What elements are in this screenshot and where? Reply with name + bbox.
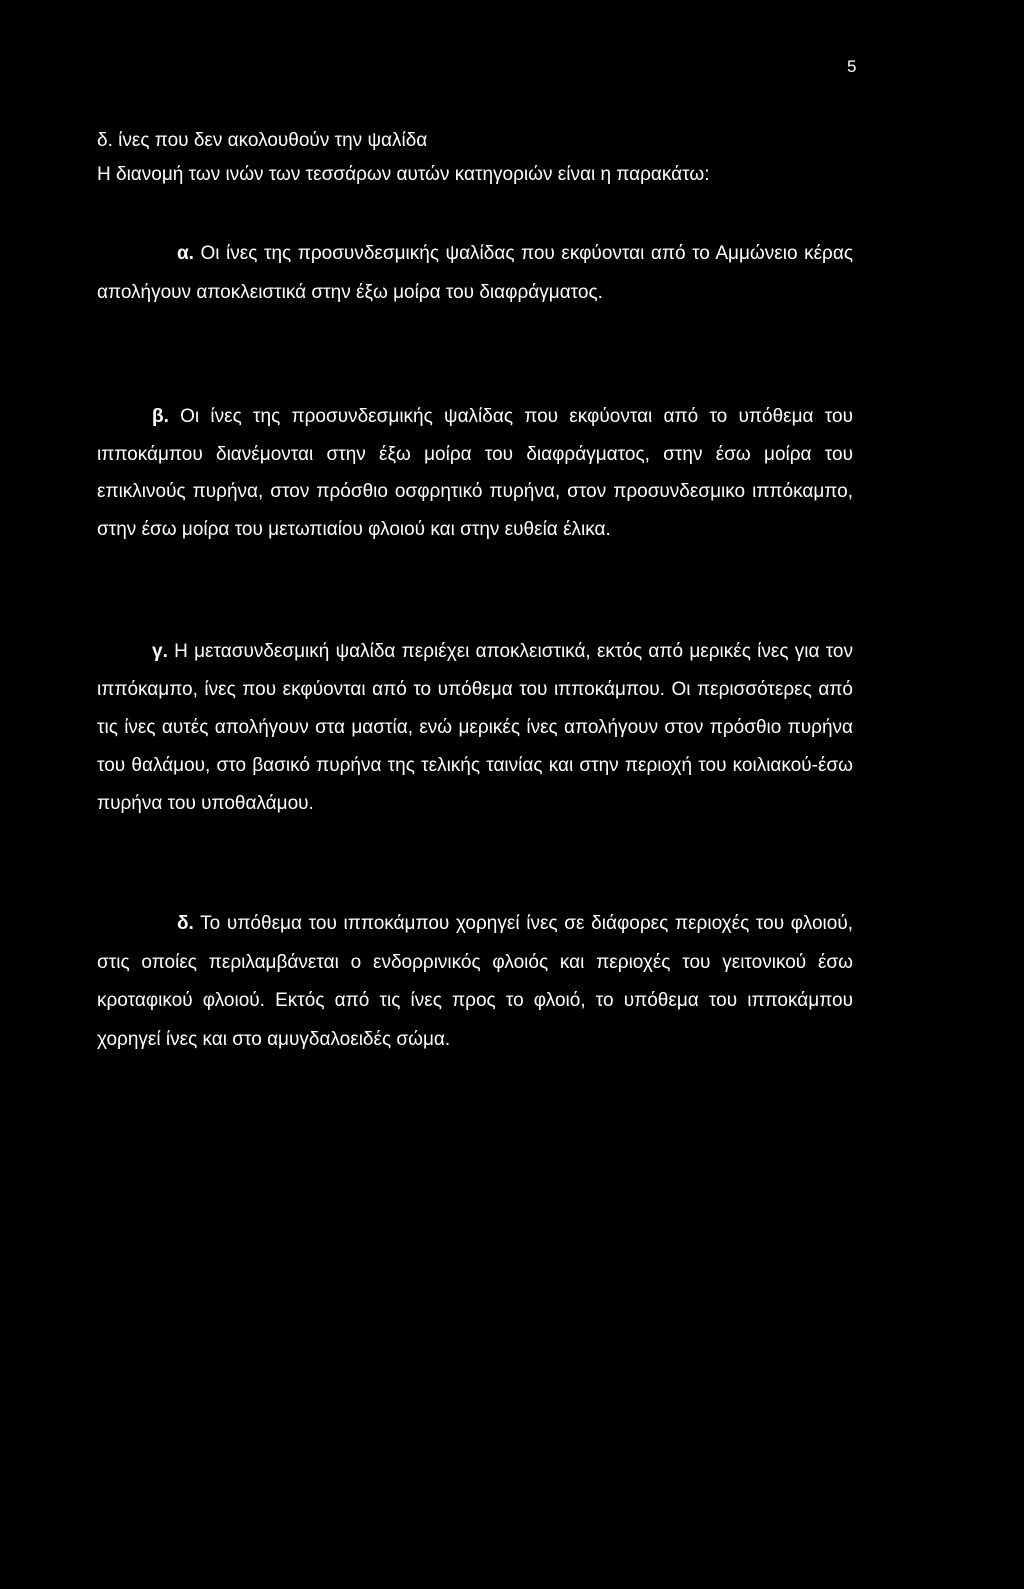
paragraph-marker: α.: [177, 243, 194, 264]
paragraph-gamma: [97, 633, 853, 823]
intro-line: Η διανομή των ινών των τεσσάρων αυτών κατηγοριών είναι η παρακάτω:: [97, 164, 710, 185]
paragraph-text: Οι ίνες της προσυνδεσμικής ψαλίδας που εκφύονται από το υπόθεμα του ιπποκάμπου διανέμονται στην έξω μοίρα του διαφράγματος, στην έσω μοίρα του επικλινούς πυρήνα, στον πρόσθιο οσφρητικό πυρήνα, στον προσυνδεσμικο ιππόκαμπο, στην έσω μοίρα του μετωπιαίου φλοιού και στην ευθεία έλικα.: [97, 406, 853, 540]
paragraph-marker: δ.: [177, 913, 194, 934]
paragraph-beta: [97, 398, 853, 548]
paragraph-text: Η μετασυνδεσμική ψαλίδα περιέχει αποκλειστικά, εκτός από μερικές ίνες για τον ιππόκαμπο, ίνες που εκφύονται από το υπόθεμα του ιπποκάμπου. Οι περισσότερες από τις ίνες αυτές απολήγουν στα μαστία, ενώ μερικές ίνες απολήγουν στον πρόσθιο πυρήνα του θαλάμου, στο βασικό πυρήνα της τελικής ταινίας και στην περιοχή του κοιλιακού-έσω πυρήνα του υποθαλάμου.: [97, 641, 853, 814]
paragraph-text: Οι ίνες της προσυνδεσμικής ψαλίδας που εκφύονται από το Αμμώνειο κέρας απολήγουν αποκλειστικά στην έξω μοίρα του διαφράγματος.: [97, 243, 853, 303]
paragraph-delta: [97, 905, 853, 1059]
section-header: [97, 124, 857, 192]
category-delta-line: δ. ίνες που δεν ακολουθούν την ψαλίδα: [97, 130, 428, 151]
paragraph-alpha: [97, 235, 853, 312]
page-number: 5: [847, 57, 857, 76]
paragraph-marker: β.: [152, 406, 169, 427]
paragraph-text: Το υπόθεμα του ιπποκάμπου χορηγεί ίνες σε διάφορες περιοχές του φλοιού, στις οποίες περιλαμβάνεται ο ενδορρινικός φλοιός και περιοχές του γειτονικού έσω κροταφικού φλοιού. Εκτός από τις ίνες προς το φλοιό, το υπόθεμα του ιπποκάμπου χορηγεί ίνες και στο αμυγδαλοειδές σώμα.: [97, 913, 853, 1050]
paragraph-marker: γ.: [152, 641, 168, 662]
